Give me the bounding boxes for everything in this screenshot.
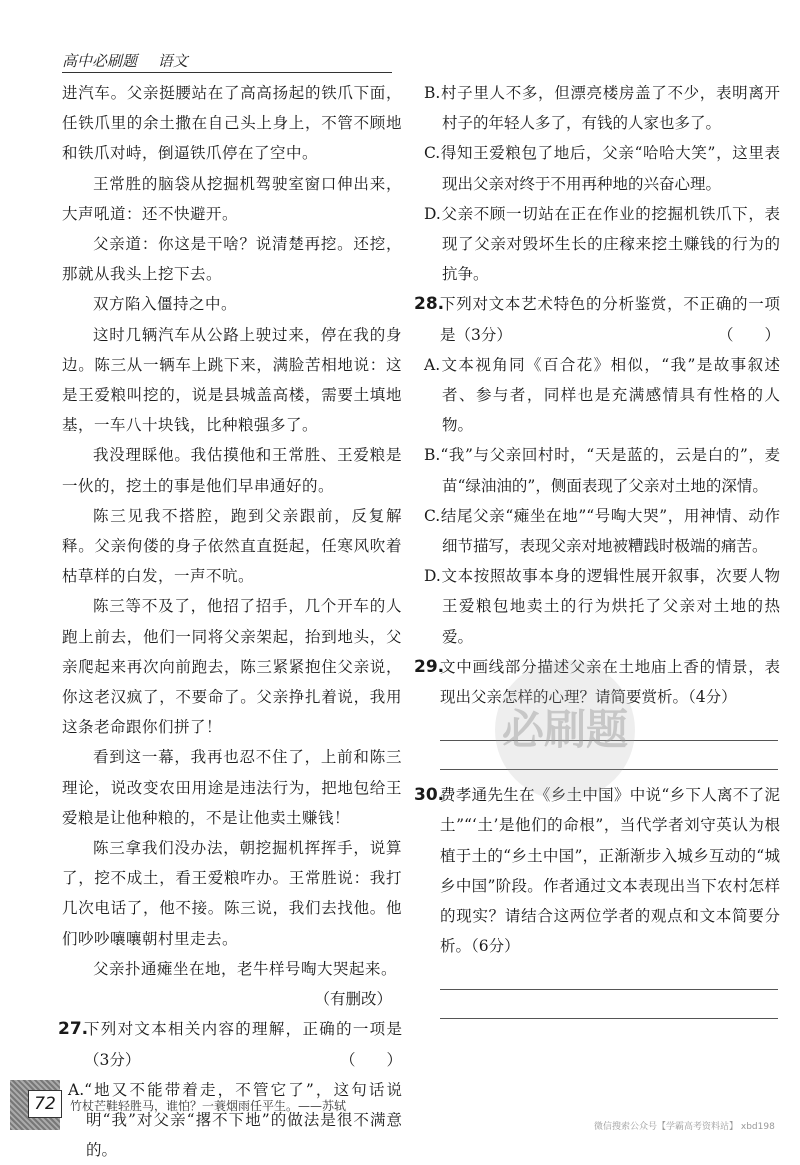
story-paragraph: 陈三拿我们没办法，朝挖掘机挥挥手，说算了，挖不成土，看王爱粮咋办。王常胜说：我打几次电话了，他不接。陈三说，我们去找他。他们吵吵嚷嚷朝村里走去。 bbox=[62, 839, 402, 948]
subject-label: 语文 bbox=[157, 52, 188, 70]
answer-bracket: （ ） bbox=[339, 1050, 402, 1069]
answer-line[interactable] bbox=[440, 961, 778, 990]
story-paragraph: 王常胜的脑袋从挖掘机驾驶室窗口伸出来，大声吼道：还不快避开。 bbox=[62, 174, 402, 223]
option-d: D.文本按照故事本身的逻辑性展开叙事，次要人物王爱粮包地卖土的行为烘托了父亲对土地的热爱。 bbox=[424, 567, 780, 646]
story-paragraph: 陈三等不及了，他招了招手，几个开车的人跑上前去，他们一同将父亲架起，抬到地头，父亲爬起来再次向前跑去，陈三紧紧抱住父亲说，你这老汉疯了，不要命了。父亲挣扎着说，我用这条老命跟你们拼了！ bbox=[62, 597, 402, 737]
footer-quote: 竹杖芒鞋轻胜马，谁怕？一蓑烟雨任平生。——苏轼 bbox=[70, 1099, 347, 1113]
story-paragraph: 进汽车。父亲挺腰站在了高高扬起的铁爪下面，任铁爪里的余土撒在自己头上身上，不管不顾地和铁爪对峙，倒逼铁爪停在了空中。 bbox=[62, 84, 402, 163]
page-number: 72 bbox=[28, 1090, 62, 1118]
footer-watermark: 微信搜索公众号【学霸高考资料站】 xbd198 bbox=[594, 1122, 775, 1132]
right-column bbox=[414, 78, 780, 1019]
watermark-stamp: 必刷题 bbox=[495, 660, 635, 800]
option-a: A.“地又不能带着走，不管它了”，这句话说明“我”对父亲“撂不下地”的做法是很不满意的。 bbox=[68, 1080, 402, 1160]
answer-line[interactable] bbox=[440, 990, 778, 1019]
question-number: 30. bbox=[414, 785, 445, 806]
story-paragraph: 父亲扑通瘫坐在地，老牛样号啕大哭起来。 bbox=[93, 959, 398, 978]
option-b: B.村子里人不多，但漂亮楼房盖了不少，表明离开村子的年轻人多了，有钱的人家也多了。 bbox=[424, 84, 780, 133]
source-note: （有删改） bbox=[314, 990, 392, 1009]
story-paragraph: 双方陷入僵持之中。 bbox=[93, 295, 238, 314]
book-title: 高中必刷题 bbox=[62, 52, 138, 70]
question-stem: 文中画线部分描述父亲在土地庙上香的情景，表现出父亲怎样的心理？请简要赏析。（4分） bbox=[440, 657, 780, 707]
question-number: 28. bbox=[414, 294, 445, 315]
option-d: D.父亲不顾一切站在正在作业的挖掘机铁爪下，表现了父亲对毁坏生长的庄稼来挖土赚钱的行为的抗争。 bbox=[424, 204, 780, 284]
question-28 bbox=[414, 289, 780, 349]
story-paragraph: 我没理睬他。我估摸他和王常胜、王爱粮是一伙的，挖土的事是他们早串通好的。 bbox=[62, 446, 402, 495]
question-stem: 下列对文本艺术特色的分析鉴赏，不正确的一项是（3分） bbox=[440, 295, 780, 344]
option-c: C.得知王爱粮包了地后，父亲“哈哈大笑”，这里表现出父亲对终于不用再种地的兴奋心理。 bbox=[424, 144, 780, 193]
question-stem: 下列对文本相关内容的理解，正确的一项是（3分） bbox=[84, 1020, 402, 1069]
option-b: B.“我”与父亲回村时，“天是蓝的，云是白的”，麦苗“绿油油的”，侧面表现了父亲对土地的深情。 bbox=[424, 446, 780, 495]
left-column bbox=[58, 78, 402, 1165]
story-paragraph: 父亲道：你这是干啥？说清楚再挖。还挖，那就从我头上挖下去。 bbox=[62, 235, 402, 284]
story-paragraph: 看到这一幕，我再也忍不住了，上前和陈三理论，说改变农田用途是违法行为，把地包给王爱粮是让他种粮的，不是让他卖土赚钱！ bbox=[62, 748, 402, 827]
question-number: 29. bbox=[414, 656, 445, 677]
question-27 bbox=[58, 1014, 402, 1074]
option-a: A.文本视角同《百合花》相似，“我”是故事叙述者、参与者，同样也是充满感情具有性格的人物。 bbox=[424, 355, 780, 435]
answer-bracket: （ ） bbox=[717, 325, 780, 344]
story-paragraph: 陈三见我不搭腔，跑到父亲跟前，反复解释。父亲佝偻的身子依然直直挺起，任寒风吹着枯草样的白发，一声不吭。 bbox=[62, 506, 402, 586]
header-divider bbox=[62, 72, 392, 73]
page-header bbox=[62, 50, 204, 71]
option-c: C.结尾父亲“瘫坐在地”“号啕大哭”，用神情、动作细节描写，表现父亲对地被糟践时极端的痛苦。 bbox=[424, 506, 780, 556]
question-30 bbox=[414, 780, 780, 961]
question-number: 27. bbox=[58, 1019, 89, 1040]
question-stem: 费孝通先生在《乡土中国》中说“乡下人离不了泥土”“‘土’是他们的命根”，当代学者刘守英认为根植于土的“乡土中国”，正渐渐步入城乡互动的“城乡中国”阶段。作者通过文本表现出当下农村怎样的现实？请结合这两位学者的观点和文本简要分析。（6分） bbox=[440, 786, 780, 956]
story-paragraph: 这时几辆汽车从公路上驶过来，停在我的身边。陈三从一辆车上跳下来，满脸苦相地说：这是王爱粮叫挖的，说是县城盖高楼，需要土填地基，一车八十块钱，比种粮强多了。 bbox=[62, 325, 402, 435]
